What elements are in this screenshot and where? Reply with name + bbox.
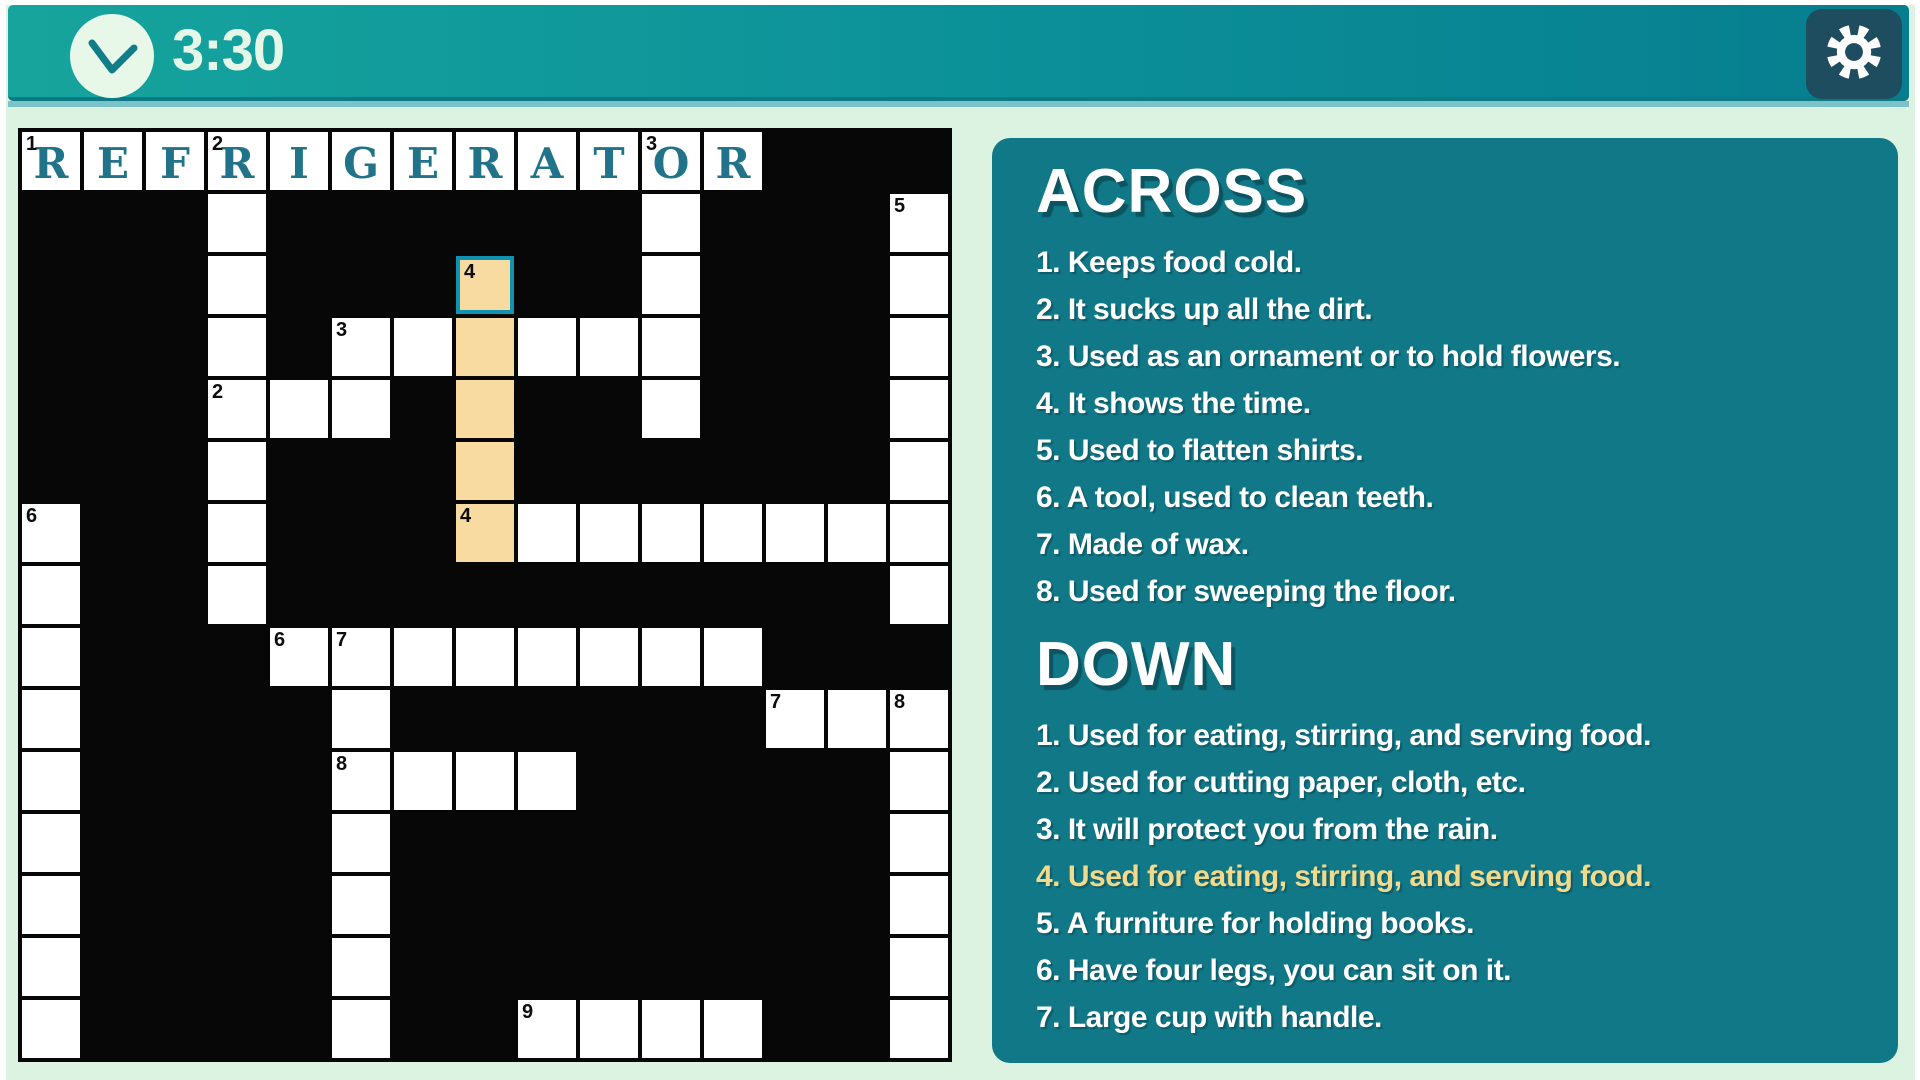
grid-cell[interactable] — [332, 380, 390, 438]
grid-cell[interactable] — [890, 1000, 948, 1058]
grid-cell-blocked — [84, 814, 142, 872]
grid-cell-blocked — [456, 566, 514, 624]
grid-cell[interactable] — [456, 442, 514, 500]
grid-cell-blocked — [394, 566, 452, 624]
timer-text: 3:30 — [172, 18, 285, 83]
grid-cell-blocked — [704, 256, 762, 314]
clues-panel — [992, 138, 1898, 1063]
cell-letter: R — [33, 138, 69, 188]
grid-cell-blocked — [146, 690, 204, 748]
grid-cell[interactable] — [642, 628, 700, 686]
grid-cell-blocked — [84, 318, 142, 376]
grid-cell-blocked — [84, 690, 142, 748]
grid-cell[interactable] — [704, 1000, 762, 1058]
grid-cell-blocked — [332, 256, 390, 314]
timer-bar-shadow — [8, 101, 1909, 107]
grid-cell-blocked — [580, 752, 638, 810]
grid-cell-blocked — [456, 1000, 514, 1058]
grid-cell-blocked — [518, 566, 576, 624]
grid-cell-blocked — [394, 194, 452, 252]
grid-cell-blocked — [22, 256, 80, 314]
cell-number: 3 — [336, 319, 348, 341]
timer-bar — [8, 5, 1909, 101]
cell-number: 7 — [336, 629, 348, 651]
clock-icon — [70, 14, 154, 98]
grid-cell[interactable] — [394, 318, 452, 376]
grid-cell-blocked — [704, 566, 762, 624]
grid-cell-blocked — [704, 318, 762, 376]
grid-cell[interactable] — [704, 628, 762, 686]
grid-cell[interactable] — [456, 504, 514, 562]
grid-cell-blocked — [704, 690, 762, 748]
grid-cell-blocked — [270, 690, 328, 748]
grid-cell-blocked — [766, 628, 824, 686]
grid-cell[interactable] — [332, 938, 390, 996]
grid-cell[interactable] — [332, 132, 390, 190]
cell-letter: A — [530, 138, 564, 188]
grid-cell[interactable] — [704, 132, 762, 190]
grid-cell-blocked — [84, 938, 142, 996]
grid-cell-blocked — [518, 690, 576, 748]
grid-cell-blocked — [146, 442, 204, 500]
grid-cell-blocked — [394, 380, 452, 438]
grid-cell-blocked — [332, 566, 390, 624]
grid-cell[interactable] — [208, 318, 266, 376]
clue-across-6[interactable]: 6. A tool, used to clean teeth. — [1036, 481, 1434, 514]
grid-cell[interactable] — [766, 690, 824, 748]
cell-letter: I — [289, 138, 309, 188]
grid-cell-blocked — [394, 814, 452, 872]
clue-down-7[interactable]: 7. Large cup with handle. — [1036, 1001, 1382, 1034]
grid-cell[interactable] — [890, 814, 948, 872]
grid-cell[interactable] — [270, 380, 328, 438]
grid-cell-blocked — [84, 504, 142, 562]
grid-cell-blocked — [642, 814, 700, 872]
grid-cell-blocked — [22, 318, 80, 376]
grid-cell-blocked — [456, 876, 514, 934]
grid-cell-blocked — [766, 380, 824, 438]
across-clue-list — [1036, 239, 1868, 615]
grid-cell-blocked — [766, 752, 824, 810]
grid-cell-blocked — [394, 442, 452, 500]
grid-cell-blocked — [580, 380, 638, 438]
grid-cell-blocked — [146, 504, 204, 562]
grid-cell-blocked — [766, 442, 824, 500]
grid-cell-blocked — [580, 256, 638, 314]
clue-across-8[interactable]: 8. Used for sweeping the floor. — [1036, 575, 1456, 608]
grid-cell-blocked — [146, 1000, 204, 1058]
grid-cell-blocked — [828, 566, 886, 624]
grid-cell-blocked — [22, 194, 80, 252]
grid-cell-blocked — [456, 690, 514, 748]
clue-across-2[interactable]: 2. It sucks up all the dirt. — [1036, 293, 1373, 326]
grid-cell-blocked — [704, 876, 762, 934]
grid-cell[interactable] — [332, 876, 390, 934]
grid-cell[interactable] — [642, 194, 700, 252]
cell-number: 3 — [646, 133, 658, 155]
grid-cell[interactable] — [270, 628, 328, 686]
grid-cell[interactable] — [22, 132, 80, 190]
grid-cell[interactable] — [394, 628, 452, 686]
grid-cell-blocked — [766, 814, 824, 872]
grid-cell[interactable] — [208, 380, 266, 438]
grid-cell[interactable] — [518, 132, 576, 190]
grid-cell-blocked — [394, 690, 452, 748]
grid-cell[interactable] — [766, 504, 824, 562]
grid-cell-blocked — [394, 1000, 452, 1058]
grid-cell[interactable] — [208, 132, 266, 190]
clue-down-3[interactable]: 3. It will protect you from the rain. — [1036, 813, 1498, 846]
grid-cell-blocked — [84, 380, 142, 438]
grid-cell-blocked — [580, 938, 638, 996]
grid-cell[interactable] — [890, 442, 948, 500]
grid-cell[interactable] — [704, 504, 762, 562]
grid-cell-blocked — [828, 256, 886, 314]
grid-cell-blocked — [828, 380, 886, 438]
grid-cell-blocked — [828, 132, 886, 190]
cell-number: 4 — [464, 261, 476, 283]
grid-cell-blocked — [270, 442, 328, 500]
grid-cell[interactable] — [22, 504, 80, 562]
down-title: DOWN — [1036, 630, 1237, 699]
grid-cell[interactable] — [890, 504, 948, 562]
grid-cell[interactable] — [518, 628, 576, 686]
grid-cell-blocked — [84, 566, 142, 624]
grid-cell-blocked — [394, 504, 452, 562]
grid-cell-blocked — [270, 194, 328, 252]
crossword-board — [18, 128, 952, 1062]
grid-cell[interactable] — [890, 938, 948, 996]
grid-cell-blocked — [270, 566, 328, 624]
grid-cell-blocked — [270, 318, 328, 376]
grid-cell-blocked — [84, 194, 142, 252]
grid-cell-blocked — [518, 194, 576, 252]
grid-cell[interactable] — [332, 690, 390, 748]
grid-cell-blocked — [84, 628, 142, 686]
grid-cell-blocked — [642, 566, 700, 624]
grid-cell[interactable] — [456, 318, 514, 376]
grid-cell[interactable] — [890, 876, 948, 934]
cell-number: 2 — [212, 133, 224, 155]
grid-cell-blocked — [146, 628, 204, 686]
grid-cell-blocked — [84, 256, 142, 314]
grid-cell-blocked — [84, 1000, 142, 1058]
grid-cell-blocked — [270, 256, 328, 314]
grid-cell-blocked — [518, 814, 576, 872]
grid-cell-blocked — [394, 938, 452, 996]
grid-cell-blocked — [208, 690, 266, 748]
grid-cell[interactable] — [332, 1000, 390, 1058]
grid-cell-blocked — [828, 442, 886, 500]
clue-down-5[interactable]: 5. A furniture for holding books. — [1036, 907, 1474, 940]
grid-cell-blocked — [394, 876, 452, 934]
cell-letter: G — [343, 138, 379, 188]
grid-cell[interactable] — [828, 504, 886, 562]
grid-cell-blocked — [642, 690, 700, 748]
grid-cell[interactable] — [394, 752, 452, 810]
cell-letter: E — [96, 138, 129, 188]
grid-cell-blocked — [270, 814, 328, 872]
grid-cell-blocked — [394, 256, 452, 314]
cell-number: 6 — [274, 629, 286, 651]
grid-cell-blocked — [642, 752, 700, 810]
grid-cell-blocked — [84, 752, 142, 810]
grid-cell-blocked — [704, 752, 762, 810]
grid-cell-blocked — [456, 194, 514, 252]
cell-letter: R — [467, 138, 503, 188]
grid-cell[interactable] — [332, 318, 390, 376]
grid-cell-blocked — [146, 380, 204, 438]
gear-icon — [1821, 19, 1887, 90]
grid-cell-blocked — [208, 752, 266, 810]
grid-cell-blocked — [828, 814, 886, 872]
cell-number: 4 — [460, 505, 472, 527]
grid-cell-blocked — [642, 442, 700, 500]
cell-number: 7 — [770, 691, 782, 713]
grid-cell-blocked — [828, 194, 886, 252]
grid-cell-blocked — [766, 1000, 824, 1058]
grid-cell[interactable] — [208, 504, 266, 562]
grid-cell-blocked — [208, 1000, 266, 1058]
clue-across-4[interactable]: 4. It shows the time. — [1036, 387, 1311, 420]
grid-cell-blocked — [518, 938, 576, 996]
clue-down-2[interactable]: 2. Used for cutting paper, cloth, etc. — [1036, 766, 1526, 799]
grid-cell-blocked — [890, 628, 948, 686]
grid-cell[interactable] — [22, 690, 80, 748]
grid-cell[interactable] — [518, 1000, 576, 1058]
grid-cell-blocked — [704, 442, 762, 500]
grid-cell[interactable] — [890, 194, 948, 252]
grid-cell-blocked — [766, 194, 824, 252]
cell-number: 9 — [522, 1001, 534, 1023]
grid-cell-blocked — [642, 938, 700, 996]
grid-cell[interactable] — [580, 504, 638, 562]
grid-cell-blocked — [828, 1000, 886, 1058]
grid-cell-blocked — [766, 318, 824, 376]
grid-cell-blocked — [518, 876, 576, 934]
grid-cell-blocked — [518, 256, 576, 314]
grid-cell-blocked — [704, 194, 762, 252]
cell-number: 5 — [894, 195, 906, 217]
cell-number: 1 — [26, 133, 38, 155]
grid-cell[interactable] — [518, 752, 576, 810]
grid-cell-blocked — [766, 938, 824, 996]
grid-cell[interactable] — [22, 752, 80, 810]
grid-cell-blocked — [146, 938, 204, 996]
grid-cell-blocked — [22, 442, 80, 500]
grid-cell-blocked — [828, 876, 886, 934]
grid-cell[interactable] — [580, 628, 638, 686]
grid-cell[interactable] — [642, 1000, 700, 1058]
grid-cell-blocked — [208, 814, 266, 872]
grid-cell-blocked — [146, 318, 204, 376]
grid-cell[interactable] — [890, 566, 948, 624]
grid-cell[interactable] — [828, 690, 886, 748]
grid-cell[interactable] — [22, 566, 80, 624]
grid-cell[interactable] — [456, 628, 514, 686]
grid-cell[interactable] — [208, 194, 266, 252]
grid-cell-blocked — [580, 566, 638, 624]
grid-cell[interactable] — [890, 318, 948, 376]
cell-number: 8 — [336, 753, 348, 775]
grid-cell-blocked — [828, 318, 886, 376]
cell-letter: R — [715, 138, 751, 188]
grid-cell[interactable] — [642, 504, 700, 562]
grid-cell-blocked — [580, 814, 638, 872]
grid-cell-blocked — [84, 442, 142, 500]
cell-letter: T — [593, 138, 625, 188]
grid-cell[interactable] — [642, 318, 700, 376]
grid-cell[interactable] — [580, 132, 638, 190]
cell-number: 8 — [894, 691, 906, 713]
grid-cell-blocked — [828, 628, 886, 686]
grid-cell-blocked — [270, 1000, 328, 1058]
grid-cell-blocked — [704, 814, 762, 872]
cell-letter: E — [406, 138, 439, 188]
clue-across-7[interactable]: 7. Made of wax. — [1036, 528, 1249, 561]
grid-cell-blocked — [270, 938, 328, 996]
grid-cell-blocked — [704, 380, 762, 438]
grid-cell[interactable] — [22, 938, 80, 996]
grid-cell-blocked — [208, 938, 266, 996]
grid-cell-blocked — [456, 938, 514, 996]
grid-cell-blocked — [146, 752, 204, 810]
grid-cell-blocked — [208, 628, 266, 686]
grid-cell[interactable] — [518, 318, 576, 376]
cell-letter: O — [652, 138, 690, 188]
grid-cell-blocked — [642, 876, 700, 934]
grid-cell[interactable] — [642, 132, 700, 190]
grid-cell[interactable] — [580, 318, 638, 376]
grid-cell-blocked — [84, 876, 142, 934]
grid-cell-blocked — [828, 938, 886, 996]
grid-cell[interactable] — [332, 628, 390, 686]
grid-cell-blocked — [22, 380, 80, 438]
grid-cell-blocked — [828, 752, 886, 810]
cell-number: 6 — [26, 505, 38, 527]
grid-cell-blocked — [766, 132, 824, 190]
grid-cell-blocked — [270, 876, 328, 934]
grid-cell[interactable] — [456, 132, 514, 190]
grid-cell-blocked — [580, 876, 638, 934]
clue-down-6[interactable]: 6. Have four legs, you can sit on it. — [1036, 954, 1511, 987]
grid-cell-blocked — [146, 256, 204, 314]
grid-cell-blocked — [580, 194, 638, 252]
clue-down-4[interactable]: 4. Used for eating, stirring, and serving food. — [1036, 860, 1651, 893]
grid-cell-blocked — [146, 194, 204, 252]
down-clue-list — [1036, 712, 1868, 1041]
grid-cell-blocked — [766, 566, 824, 624]
grid-cell[interactable] — [642, 256, 700, 314]
grid-cell-blocked — [270, 752, 328, 810]
grid-cell[interactable] — [580, 1000, 638, 1058]
grid-cell[interactable] — [890, 380, 948, 438]
grid-cell-blocked — [332, 504, 390, 562]
grid-cell-selected[interactable] — [456, 256, 514, 314]
grid-cell[interactable] — [208, 442, 266, 500]
cell-number: 2 — [212, 381, 224, 403]
grid-cell[interactable] — [890, 752, 948, 810]
grid-cell[interactable] — [146, 132, 204, 190]
grid-cell-blocked — [890, 132, 948, 190]
grid-cell-blocked — [332, 442, 390, 500]
grid-cell-blocked — [456, 814, 514, 872]
grid-cell-blocked — [146, 876, 204, 934]
grid-cell[interactable] — [208, 256, 266, 314]
grid-cell-blocked — [580, 690, 638, 748]
clue-across-5[interactable]: 5. Used to flatten shirts. — [1036, 434, 1364, 467]
grid-cell-blocked — [146, 566, 204, 624]
grid-cell[interactable] — [890, 690, 948, 748]
settings-button[interactable] — [1806, 9, 1902, 99]
grid-cell[interactable] — [394, 132, 452, 190]
grid-cell[interactable] — [22, 814, 80, 872]
grid-cell[interactable] — [456, 380, 514, 438]
grid-cell-blocked — [518, 380, 576, 438]
grid-cell[interactable] — [208, 566, 266, 624]
grid-cell[interactable] — [332, 814, 390, 872]
grid-cell-blocked — [704, 938, 762, 996]
grid-cell[interactable] — [22, 876, 80, 934]
grid-cell-blocked — [208, 876, 266, 934]
grid-cell-blocked — [766, 876, 824, 934]
grid-cell-blocked — [332, 194, 390, 252]
grid-cell[interactable] — [332, 752, 390, 810]
grid-cell[interactable] — [270, 132, 328, 190]
grid-cell-blocked — [766, 256, 824, 314]
grid-cell[interactable] — [22, 1000, 80, 1058]
grid-cell-blocked — [580, 442, 638, 500]
clue-across-1[interactable]: 1. Keeps food cold. — [1036, 246, 1302, 279]
grid-cell-blocked — [270, 504, 328, 562]
across-title: ACROSS — [1036, 157, 1308, 226]
cell-letter: F — [160, 138, 190, 188]
grid-cell[interactable] — [456, 752, 514, 810]
clue-across-3[interactable]: 3. Used as an ornament or to hold flowers. — [1036, 340, 1621, 373]
grid-cell[interactable] — [890, 256, 948, 314]
grid-cell[interactable] — [22, 628, 80, 686]
grid-cell-blocked — [146, 814, 204, 872]
grid-cell[interactable] — [642, 380, 700, 438]
clue-down-1[interactable]: 1. Used for eating, stirring, and serving food. — [1036, 719, 1651, 752]
cell-letter: R — [219, 138, 255, 188]
grid-cell-blocked — [518, 442, 576, 500]
grid-cell[interactable] — [84, 132, 142, 190]
grid-cell[interactable] — [518, 504, 576, 562]
